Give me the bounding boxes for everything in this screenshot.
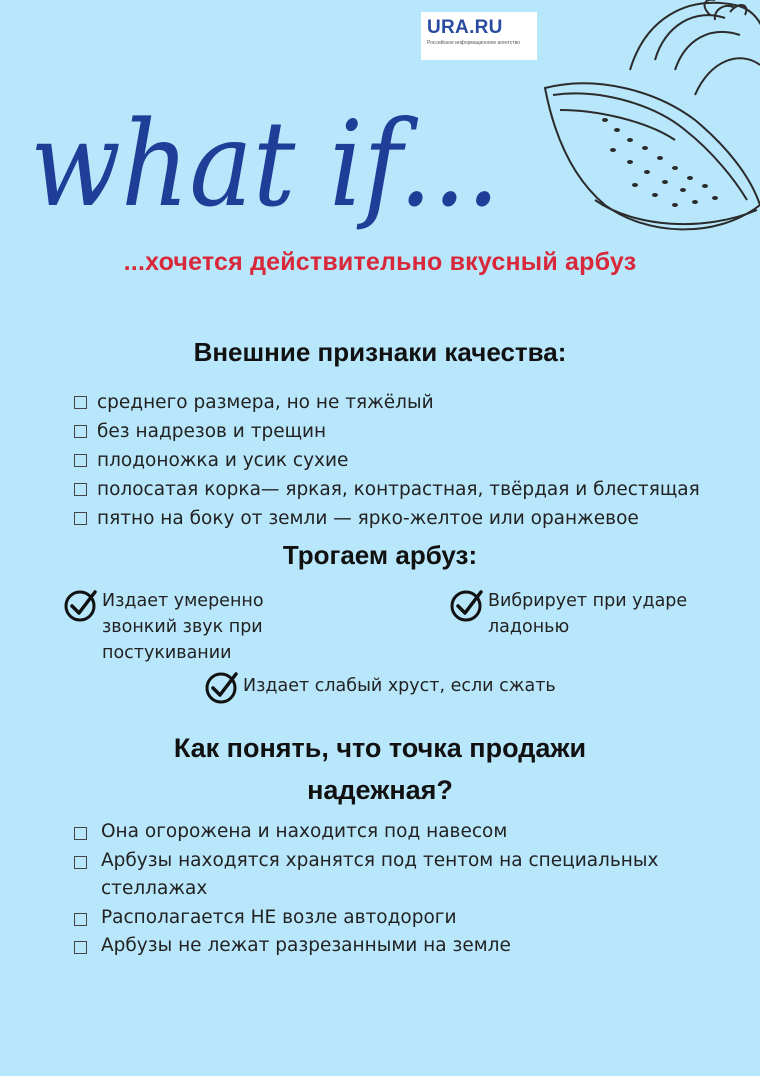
checkbox-icon[interactable]	[74, 425, 87, 438]
list-item: полосатая корка— яркая, контрастная, твёрдая и блестящая	[74, 475, 700, 504]
external-signs-list	[74, 388, 700, 533]
list-item: плодоножка и усик сухие	[74, 446, 700, 475]
point-of-sale-heading-line1: Как понять, что точка продажи	[173, 733, 587, 763]
touch-item-sound: Издает умеренно звонкий звук при постукивании	[64, 588, 264, 666]
external-signs-heading: Внешние признаки качества:	[193, 337, 567, 367]
list-item: без надрезов и трещин	[74, 417, 700, 446]
script-title	[30, 95, 510, 245]
list-item: среднего размера, но не тяжёлый	[74, 388, 700, 417]
list-item: Располагается НЕ возле автодороги	[74, 904, 658, 933]
point-of-sale-heading-line2: надежная?	[307, 775, 453, 805]
checkbox-icon[interactable]	[74, 913, 87, 926]
logo-tagline: Российское информационное агентство	[427, 40, 520, 46]
point-of-sale-list	[74, 818, 658, 961]
check-circle-icon	[64, 588, 98, 622]
check-circle-icon	[205, 670, 239, 704]
list-item: Она огорожена и находится под навесом	[74, 818, 658, 847]
touch-heading: Трогаем арбуз:	[282, 540, 478, 570]
checkbox-icon[interactable]	[74, 941, 87, 954]
check-circle-icon	[450, 588, 484, 622]
script-title-text: what if...	[30, 95, 500, 233]
list-item: пятно на боку от земли — ярко-желтое или оранжевое	[74, 504, 700, 533]
subtitle: ...хочется действительно вкусный арбуз	[123, 248, 637, 276]
touch-item-vibration: Вибрирует при ударе ладонью	[450, 588, 687, 640]
watermelon-illustration	[535, 0, 760, 245]
checkbox-icon[interactable]	[74, 396, 87, 409]
checkbox-icon[interactable]	[74, 454, 87, 467]
checkbox-icon[interactable]	[74, 512, 87, 525]
list-item: Арбузы находятся хранятся под тентом на специальных стеллажах	[74, 847, 658, 904]
touch-item-crunch: Издает слабый хруст, если сжать	[205, 670, 556, 704]
checkbox-icon[interactable]	[74, 827, 87, 840]
list-item: Арбузы не лежат разрезанными на земле	[74, 932, 658, 961]
logo-name: URA.RU	[427, 17, 503, 38]
checkbox-icon[interactable]	[74, 856, 87, 869]
checkbox-icon[interactable]	[74, 483, 87, 496]
ura-logo	[421, 12, 537, 60]
